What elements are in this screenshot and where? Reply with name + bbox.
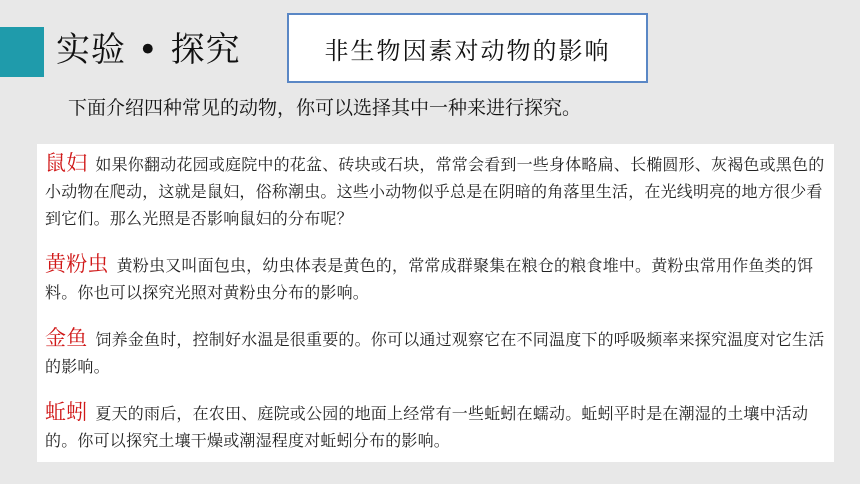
animal-name: 黄粉虫 bbox=[45, 252, 109, 276]
animal-name: 鼠妇 bbox=[45, 151, 88, 175]
page-title: 实验 • 探究 bbox=[56, 30, 241, 70]
animal-description: 夏天的雨后，在农田、庭院或公园的地面上经常有一些蚯蚓在蠕动。蚯蚓平时是在潮湿的土壤中活动的。你可以探究土壤干燥或潮湿程度对蚯蚓分布的影响。 bbox=[45, 404, 809, 450]
animal-paragraph-mealworm bbox=[45, 251, 828, 306]
animal-description: 如果你翻动花园或庭院中的花盆、砖块或石块，常常会看到一些身体略扁、长椭圆形、灰褐色或黑色的小动物在爬动，这就是鼠妇，俗称潮虫。这些小动物似乎总是在阴暗的角落里生活，在光线明亮的地方很少看到它们。那么光照是否影响鼠妇的分布呢？ bbox=[45, 155, 825, 228]
animal-paragraph-earthworm bbox=[45, 399, 828, 454]
animal-name: 蚯蚓 bbox=[45, 400, 88, 424]
topic-title-box bbox=[287, 13, 648, 83]
animal-paragraph-woodlouse bbox=[45, 150, 828, 232]
animal-paragraph-goldfish bbox=[45, 325, 828, 380]
animal-name: 金鱼 bbox=[45, 326, 88, 350]
animal-description: 黄粉虫又叫面包虫，幼虫体表是黄色的，常常成群聚集在粮仓的粮食堆中。黄粉虫常用作鱼类的饵料。你也可以探究光照对黄粉虫分布的影响。 bbox=[45, 256, 814, 302]
accent-bar bbox=[0, 27, 44, 77]
intro-text: 下面介绍四种常见的动物，你可以选择其中一种来进行探究。 bbox=[68, 97, 582, 119]
animal-description: 饲养金鱼时，控制好水温是很重要的。你可以通过观察它在不同温度下的呼吸频率来探究温度对它生活的影响。 bbox=[45, 330, 825, 376]
topic-title: 非生物因素对动物的影响 bbox=[324, 36, 611, 65]
content-panel bbox=[37, 144, 834, 462]
